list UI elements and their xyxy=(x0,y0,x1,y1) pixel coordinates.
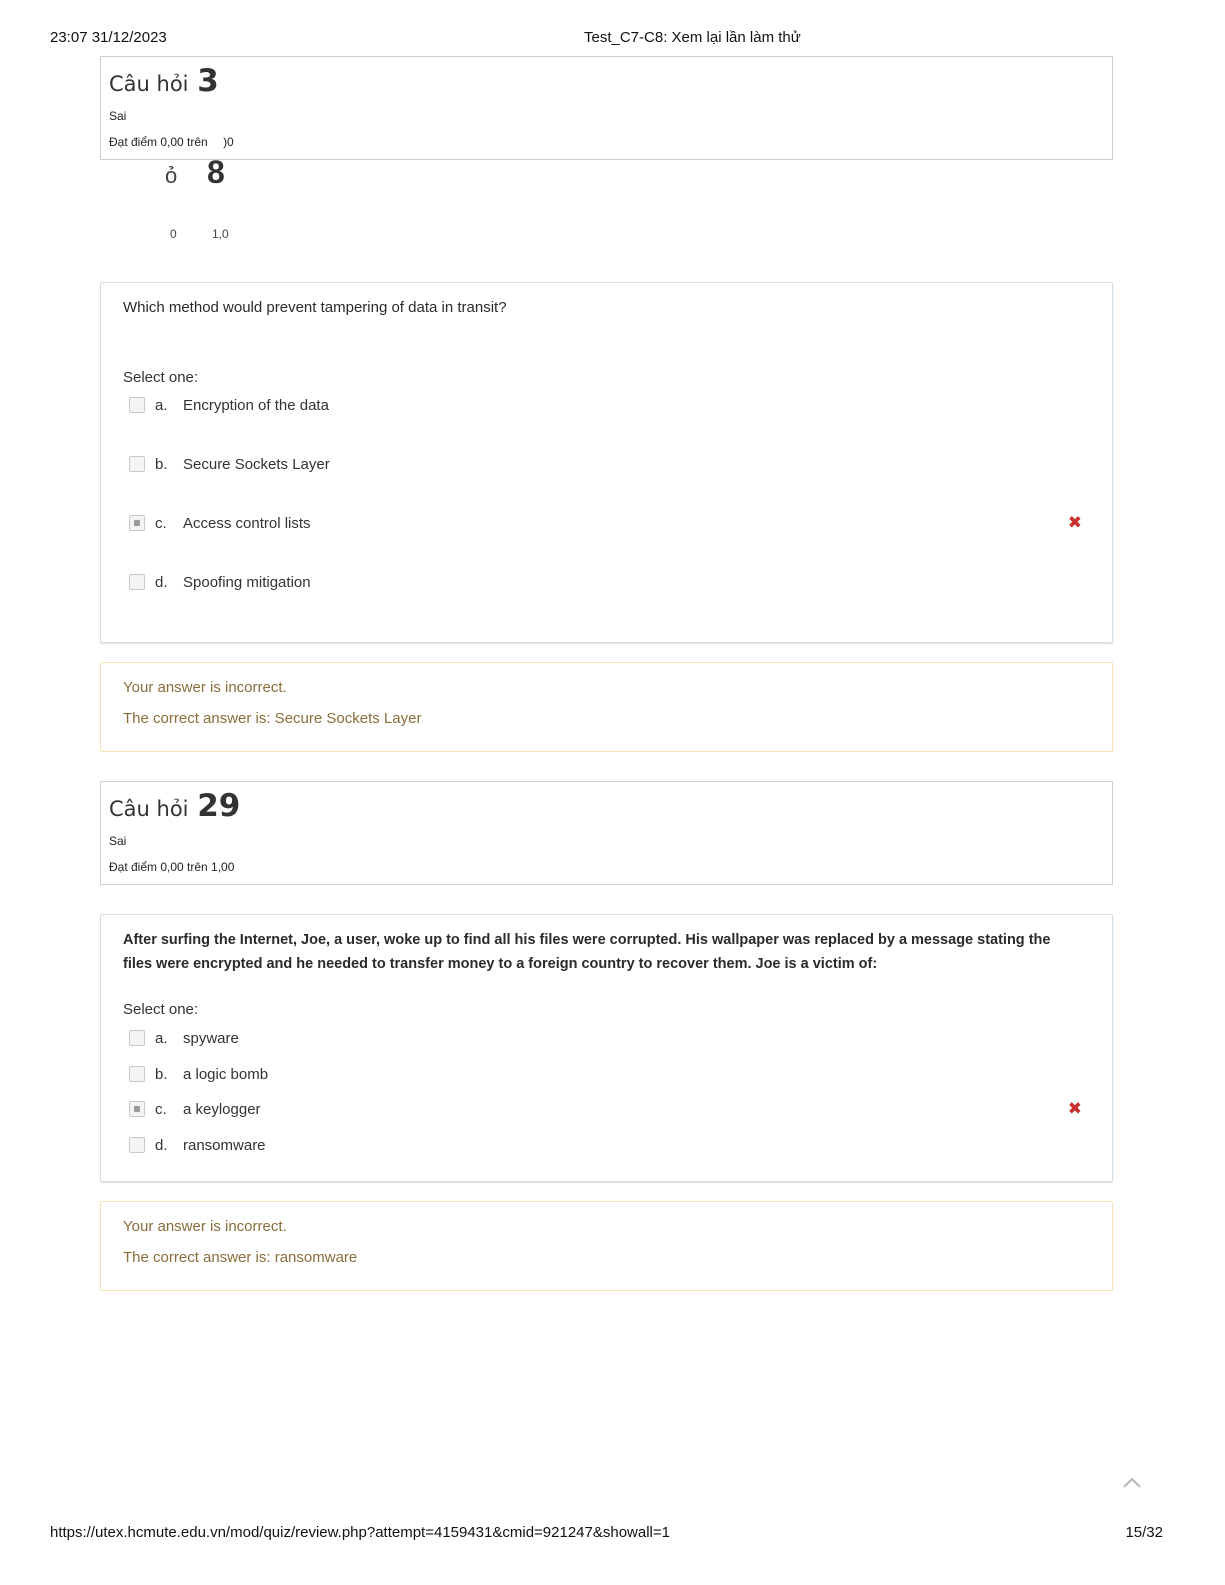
answer-option-a[interactable] xyxy=(129,393,1082,417)
cross-icon: ✖ xyxy=(1067,513,1082,532)
option-text: Spoofing mitigation xyxy=(183,573,311,591)
question-state: Sai xyxy=(109,834,127,848)
overlapped-grade-max: 1,0 xyxy=(212,227,229,241)
question-state: Sai xyxy=(109,109,127,123)
feedback-status: Your answer is incorrect. xyxy=(123,679,287,696)
overlapped-heading-number: 8 xyxy=(207,154,225,190)
overlapped-grade-zero: 0 xyxy=(170,227,177,241)
answer-option-c-selected[interactable] xyxy=(129,511,1082,535)
option-text: Encryption of the data xyxy=(183,396,329,414)
grade-text: Đạt điểm 0,00 trên xyxy=(109,135,208,149)
page-indicator: 15/32 xyxy=(1125,1524,1163,1541)
option-text: spyware xyxy=(183,1029,239,1047)
print-datetime: 23:07 31/12/2023 xyxy=(50,29,167,46)
option-letter: d. xyxy=(155,573,168,591)
answer-option-d[interactable] xyxy=(129,570,1082,594)
feedback-box-29 xyxy=(100,1201,1113,1291)
radio-button[interactable] xyxy=(129,1030,145,1046)
feedback-correct-answer: The correct answer is: Secure Sockets Layer xyxy=(123,710,422,727)
option-letter: b. xyxy=(155,455,168,473)
question-number: 3 xyxy=(197,63,219,99)
grade-tail: )0 xyxy=(223,135,234,149)
feedback-box-3 xyxy=(100,662,1113,752)
radio-button[interactable] xyxy=(129,456,145,472)
option-text: a logic bomb xyxy=(183,1065,269,1083)
question-text: After surfing the Internet, Joe, a user, woke up to find all his files were corrupted. His wallpaper was replaced by a message stating the files were encrypted and he needed to transfer money to a foreign country to recover them. Joe is a victim of: xyxy=(123,932,1051,972)
answer-option-d[interactable] xyxy=(129,1133,1082,1157)
answer-option-a[interactable] xyxy=(129,1026,1082,1050)
answer-option-c-selected[interactable] xyxy=(129,1097,1082,1121)
question-info-29 xyxy=(100,781,1113,885)
overlapped-heading-char: ỏ xyxy=(165,163,178,188)
chevron-up-icon[interactable] xyxy=(1122,1476,1142,1490)
feedback-correct-answer: The correct answer is: ransomware xyxy=(123,1249,358,1266)
radio-button[interactable] xyxy=(129,574,145,590)
radio-button[interactable] xyxy=(129,397,145,413)
question-number: 29 xyxy=(197,788,241,824)
question-number-heading xyxy=(109,788,240,824)
option-text: Access control lists xyxy=(183,514,311,532)
option-letter: b. xyxy=(155,1065,168,1083)
select-one-label: Select one: xyxy=(123,369,199,386)
option-letter: a. xyxy=(155,396,168,414)
answer-option-b[interactable] xyxy=(129,452,1082,476)
option-text: a keylogger xyxy=(183,1100,261,1118)
feedback-status: Your answer is incorrect. xyxy=(123,1218,287,1235)
radio-button-checked[interactable] xyxy=(129,1101,145,1117)
answer-option-b[interactable] xyxy=(129,1062,1082,1086)
question-label: Câu hỏi xyxy=(109,797,189,821)
question-info-3 xyxy=(100,56,1113,160)
option-text: ransomware xyxy=(183,1136,266,1154)
option-letter: c. xyxy=(155,1100,167,1118)
radio-button[interactable] xyxy=(129,1137,145,1153)
question-grade xyxy=(109,135,234,149)
page-url: https://utex.hcmute.edu.vn/mod/quiz/review.php?attempt=4159431&cmid=921247&showall=1 xyxy=(50,1524,670,1541)
select-one-label: Select one: xyxy=(123,1001,199,1018)
question-label: Câu hỏi xyxy=(109,72,189,96)
radio-button-checked[interactable] xyxy=(129,515,145,531)
question-content-29 xyxy=(100,914,1113,1182)
option-letter: d. xyxy=(155,1136,168,1154)
option-text: Secure Sockets Layer xyxy=(183,455,330,473)
radio-button[interactable] xyxy=(129,1066,145,1082)
print-page-title: Test_C7-C8: Xem lại lần làm thử xyxy=(584,29,801,46)
question-content-3 xyxy=(100,282,1113,643)
question-text: Which method would prevent tampering of data in transit? xyxy=(123,299,507,316)
option-letter: c. xyxy=(155,514,167,532)
option-letter: a. xyxy=(155,1029,168,1047)
question-number-heading xyxy=(109,63,219,99)
question-grade: Đạt điểm 0,00 trên 1,00 xyxy=(109,860,235,874)
cross-icon: ✖ xyxy=(1067,1099,1082,1118)
